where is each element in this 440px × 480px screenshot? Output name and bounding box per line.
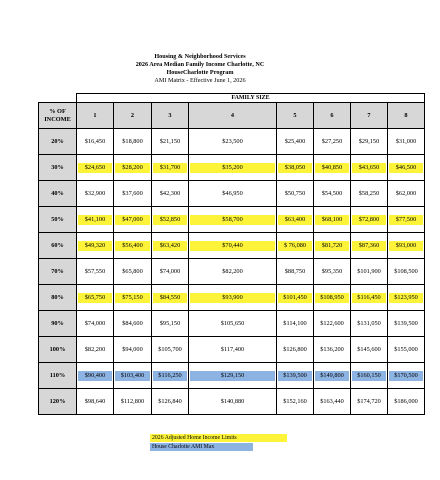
income-limit-cell [77, 311, 114, 337]
income-limit-value: $21,150 [159, 137, 181, 145]
income-limit-cell [189, 363, 277, 389]
income-limit-value: $18,800 [122, 137, 143, 145]
income-limit-cell [388, 389, 425, 415]
income-limit-cell [189, 285, 277, 311]
income-limit-cell [114, 285, 152, 311]
income-limit-value: $25,400 [284, 137, 306, 145]
income-limit-value: $43,650 [352, 163, 386, 173]
income-limit-cell [189, 389, 277, 415]
income-limit-value: $93,900 [190, 293, 275, 303]
income-limit-value: $105,650 [220, 319, 245, 327]
table-row [39, 389, 425, 415]
legend-yellow: 2026 Adjusted Home Income Limits [150, 434, 287, 442]
income-limit-cell [277, 363, 314, 389]
income-limit-cell [77, 363, 114, 389]
income-limit-value: $46,500 [389, 163, 423, 173]
income-limit-cell [388, 363, 425, 389]
income-limit-value: $105,700 [158, 345, 182, 353]
income-limit-value: $152,160 [283, 397, 307, 405]
income-limit-value: $63,400 [278, 215, 312, 225]
income-limit-cell [114, 155, 152, 181]
income-limit-cell [152, 311, 189, 337]
income-limit-cell [189, 259, 277, 285]
income-percent-cell: 40% [39, 181, 77, 207]
effective-date: AMI Matrix - Effective June 1, 2026 [154, 77, 246, 84]
income-limit-value: $95,350 [321, 267, 343, 275]
income-limit-value: $54,500 [321, 189, 343, 197]
income-limit-cell [388, 129, 425, 155]
income-percent-cell: 100% [39, 337, 77, 363]
income-limit-cell [277, 337, 314, 363]
income-limit-cell [77, 233, 114, 259]
income-limit-cell [189, 337, 277, 363]
income-limit-cell [77, 155, 114, 181]
table-row [39, 233, 425, 259]
income-limit-value: $47,000 [115, 215, 150, 225]
income-limit-cell [351, 389, 388, 415]
income-limit-cell [114, 363, 152, 389]
income-percent-cell: 120% [39, 389, 77, 415]
income-limit-value: $88,750 [284, 267, 306, 275]
income-limit-cell [388, 337, 425, 363]
income-limit-value: $82,200 [222, 267, 243, 275]
income-limit-cell [277, 233, 314, 259]
income-limit-value: $117,400 [220, 345, 245, 353]
income-header-line1: % OF [49, 107, 66, 115]
income-limit-value: $ 76,080 [278, 241, 312, 251]
income-limit-cell [277, 311, 314, 337]
income-limit-cell [314, 155, 351, 181]
income-limit-value: $42,300 [159, 189, 181, 197]
income-limit-cell [189, 181, 277, 207]
income-limit-value: $29,150 [358, 137, 380, 145]
income-limit-cell [189, 129, 277, 155]
income-limit-value: $38,050 [278, 163, 312, 173]
income-limit-cell [189, 155, 277, 181]
income-limit-cell [77, 181, 114, 207]
table-row [39, 363, 425, 389]
income-limit-value: $49,320 [78, 241, 112, 251]
income-limit-cell [114, 129, 152, 155]
income-limit-cell [114, 207, 152, 233]
table-row [39, 155, 425, 181]
income-limit-value: $58,250 [358, 189, 380, 197]
income-limit-value: $52,850 [153, 215, 187, 225]
income-limit-value: $101,900 [357, 267, 381, 275]
income-limit-value: $27,250 [321, 137, 343, 145]
income-limit-value: $155,000 [394, 345, 418, 353]
income-limit-cell [152, 233, 189, 259]
income-percent-cell: 110% [39, 363, 77, 389]
income-percent-cell: 70% [39, 259, 77, 285]
income-limit-cell [152, 155, 189, 181]
income-limit-cell [152, 337, 189, 363]
income-limit-value: $24,650 [78, 163, 112, 173]
income-limit-cell [152, 363, 189, 389]
income-limit-cell [388, 155, 425, 181]
income-limit-value: $65,750 [78, 293, 112, 303]
income-limit-value: $58,700 [190, 215, 275, 225]
income-limit-cell [114, 389, 152, 415]
family-size-heading: FAMILY SIZE [77, 94, 425, 103]
income-limit-cell [388, 259, 425, 285]
income-limit-value: $126,800 [283, 345, 307, 353]
table-row [39, 259, 425, 285]
income-limit-value: $108,500 [394, 267, 418, 275]
income-limit-cell [388, 233, 425, 259]
income-limit-value: $95,150 [159, 319, 181, 327]
income-limit-value: $94,000 [122, 345, 143, 353]
table-row [39, 181, 425, 207]
income-limit-value: $32,900 [84, 189, 106, 197]
income-limit-cell [351, 363, 388, 389]
family-size-header: 3 [152, 103, 189, 129]
ami-matrix-table [38, 93, 425, 415]
income-limit-value: $126,840 [158, 397, 182, 405]
income-limit-value: $93,000 [389, 241, 423, 251]
income-limit-value: $46,950 [222, 189, 243, 197]
family-size-header: 5 [277, 103, 314, 129]
income-limit-cell [77, 285, 114, 311]
income-limit-cell [351, 285, 388, 311]
income-limit-value: $140,880 [220, 397, 245, 405]
document-header [0, 53, 400, 85]
income-limit-value: $65,800 [122, 267, 143, 275]
family-size-header: 8 [388, 103, 425, 129]
income-limit-cell [314, 311, 351, 337]
income-limit-value: $101,450 [278, 293, 312, 303]
income-limit-value: $72,800 [352, 215, 386, 225]
income-limit-value: $74,000 [84, 319, 106, 327]
income-limit-value: $68,100 [315, 215, 349, 225]
income-limit-value: $170,500 [389, 371, 423, 381]
family-size-header: 4 [189, 103, 277, 129]
income-percent-cell: 30% [39, 155, 77, 181]
income-limit-value: $41,100 [78, 215, 112, 225]
income-limit-value: $186,000 [394, 397, 418, 405]
income-limit-value: $16,450 [84, 137, 106, 145]
income-limit-cell [351, 181, 388, 207]
income-limit-value: $50,750 [284, 189, 306, 197]
income-limit-value: $75,150 [115, 293, 150, 303]
income-limit-cell [277, 207, 314, 233]
income-limit-value: $114,100 [283, 319, 307, 327]
income-limit-value: $112,800 [120, 397, 145, 405]
income-limit-value: $98,640 [84, 397, 106, 405]
income-limit-value: $90,400 [78, 371, 112, 381]
family-size-header: 1 [77, 103, 114, 129]
income-limit-value: $123,950 [389, 293, 423, 303]
table-row [39, 129, 425, 155]
income-percent-cell: 50% [39, 207, 77, 233]
family-size-header: 2 [114, 103, 152, 129]
income-limit-cell [314, 233, 351, 259]
income-limit-value: $28,200 [115, 163, 150, 173]
income-limit-value: $70,440 [190, 241, 275, 251]
income-limit-cell [77, 389, 114, 415]
income-limit-value: $81,720 [315, 241, 349, 251]
income-limit-value: $163,440 [320, 397, 344, 405]
income-limit-value: $74,000 [159, 267, 181, 275]
income-limit-cell [351, 233, 388, 259]
income-limit-value: $40,850 [315, 163, 349, 173]
income-limit-cell [277, 285, 314, 311]
income-limit-cell [351, 129, 388, 155]
income-limit-value: $139,500 [394, 319, 418, 327]
income-limit-value: $149,800 [315, 371, 349, 381]
table-row [39, 311, 425, 337]
income-limit-cell [314, 259, 351, 285]
income-limit-cell [152, 389, 189, 415]
income-limit-cell [152, 259, 189, 285]
income-limit-cell [277, 389, 314, 415]
table-row [39, 207, 425, 233]
income-limit-cell [77, 337, 114, 363]
income-limit-value: $122,600 [320, 319, 344, 327]
income-percent-cell: 90% [39, 311, 77, 337]
income-header-line2: INCOME [44, 115, 71, 123]
family-size-header: 7 [351, 103, 388, 129]
income-limit-value: $160,150 [352, 371, 386, 381]
income-limit-cell [152, 285, 189, 311]
income-limit-value: $87,360 [352, 241, 386, 251]
income-limit-value: $57,550 [84, 267, 106, 275]
income-limit-value: $31,700 [153, 163, 187, 173]
income-limit-value: $56,400 [115, 241, 150, 251]
legend-blue: House Charlotte AMI Max [150, 443, 253, 451]
income-percent-cell: 20% [39, 129, 77, 155]
income-limit-value: $129,150 [190, 371, 275, 381]
table-row [39, 285, 425, 311]
income-limit-cell [314, 207, 351, 233]
income-limit-value: $174,720 [357, 397, 381, 405]
income-limit-cell [189, 311, 277, 337]
income-limit-value: $77,500 [389, 215, 423, 225]
income-limit-cell [152, 181, 189, 207]
income-limit-cell [351, 259, 388, 285]
income-limit-cell [189, 233, 277, 259]
income-limit-cell [77, 129, 114, 155]
income-limit-cell [277, 259, 314, 285]
income-limit-value: $82,200 [84, 345, 106, 353]
income-limit-cell [152, 207, 189, 233]
table-row [39, 337, 425, 363]
income-limit-value: $103,400 [115, 371, 150, 381]
income-limit-cell [351, 337, 388, 363]
income-limit-cell [114, 259, 152, 285]
income-limit-value: $116,250 [153, 371, 187, 381]
income-limit-value: $63,420 [153, 241, 187, 251]
income-limit-cell [314, 285, 351, 311]
income-limit-cell [152, 129, 189, 155]
income-limit-cell [77, 207, 114, 233]
income-percent-cell: 60% [39, 233, 77, 259]
income-limit-cell [114, 337, 152, 363]
income-limit-cell [351, 311, 388, 337]
income-limit-value: $145,600 [357, 345, 381, 353]
income-limit-cell [388, 285, 425, 311]
income-limit-cell [388, 207, 425, 233]
income-limit-value: $84,600 [122, 319, 143, 327]
income-limit-value: $136,200 [320, 345, 344, 353]
income-limit-cell [114, 311, 152, 337]
income-limit-value: $108,950 [315, 293, 349, 303]
income-limit-cell [388, 181, 425, 207]
income-limit-cell [314, 363, 351, 389]
income-limit-cell [314, 389, 351, 415]
income-limit-cell [314, 337, 351, 363]
document-title: 2026 Area Median Family Income Charlotte, NC [135, 61, 265, 68]
income-limit-value: $84,550 [153, 293, 187, 303]
income-limit-cell [114, 233, 152, 259]
income-limit-cell [277, 129, 314, 155]
family-size-header: 6 [314, 103, 351, 129]
income-limit-cell [388, 311, 425, 337]
program-name: HouseCharlotte Program [166, 69, 234, 76]
income-limit-cell [277, 155, 314, 181]
income-limit-value: $31,000 [395, 137, 417, 145]
income-column-header [39, 103, 77, 129]
income-limit-value: $37,600 [122, 189, 143, 197]
income-limit-value: $62,000 [395, 189, 417, 197]
income-limit-value: $116,450 [352, 293, 386, 303]
income-limit-value: $131,050 [357, 319, 381, 327]
income-limit-value: $23,500 [222, 137, 243, 145]
income-limit-cell [314, 129, 351, 155]
income-limit-cell [189, 207, 277, 233]
org-name: Housing & Neighborhood Services [154, 53, 246, 60]
income-limit-cell [314, 181, 351, 207]
income-limit-cell [351, 207, 388, 233]
income-limit-cell [114, 181, 152, 207]
income-limit-cell [351, 155, 388, 181]
income-percent-cell: 80% [39, 285, 77, 311]
income-limit-cell [77, 259, 114, 285]
income-limit-value: $139,500 [278, 371, 312, 381]
income-limit-value: $35,200 [190, 163, 275, 173]
income-limit-cell [277, 181, 314, 207]
